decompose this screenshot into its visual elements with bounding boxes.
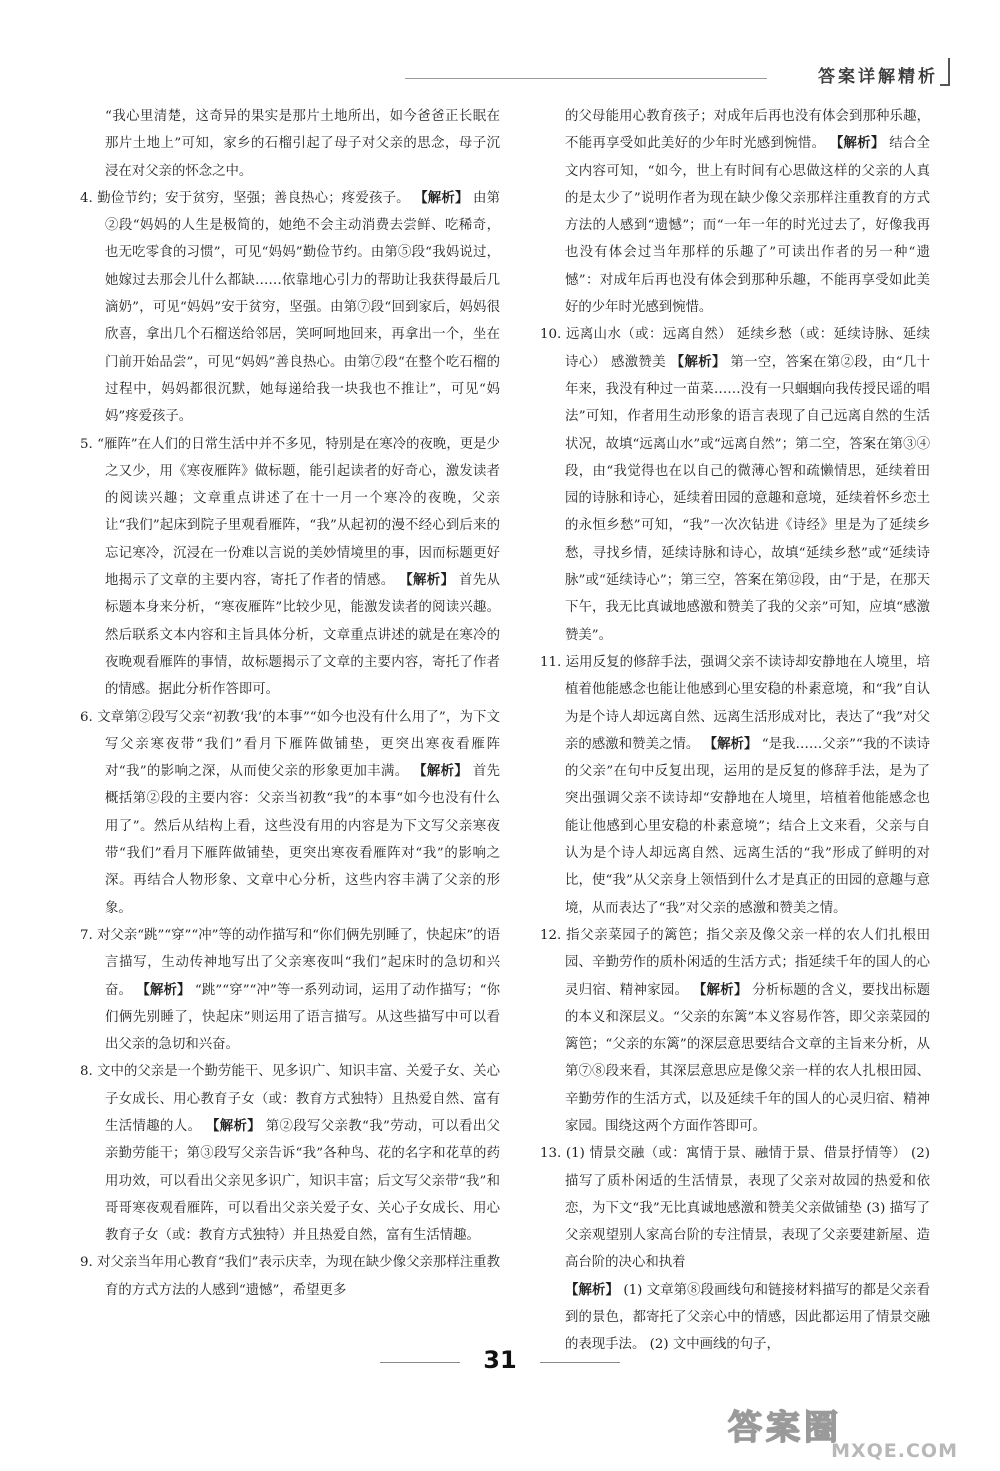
left-column [80,103,500,1304]
analysis-tag: 【解析】 [692,982,748,998]
watermark-url: MXQE.COM [831,1440,958,1462]
watermark-stamp: 答案圈 [728,1408,842,1448]
footer-rule-right [540,1362,620,1363]
answer-paragraph: 4. 勤俭节约；安于贫穷，坚强；善良热心；疼爱孩子。 【解析】 由第②段“妈妈的人生是极简的，她绝不会主动消费去尝鲜、吃稀奇，也无吃零食的习惯”，可见“妈妈”勤俭节约。由第⑤段“我妈说过，她嫁过去那会儿什么都缺……依靠地心引力的帮助让我获得最后几滴奶”，可见“妈妈”安于贫穷，坚强。由第⑦段“回到家后，妈妈很欣喜，拿出几个石榴送给邻居，笑呵呵地回来，再拿出一个，坐在门前开始品尝”，可见“妈妈”善良热心。由第⑦段“在整个吃石榴的过程中，妈妈都很沉默，她每递给我一块我也不推让”，可见“妈妈”疼爱孩子。 [80,190,500,425]
right-column [540,103,930,1359]
header-rule [405,78,767,79]
analysis-tag: 【解析】 [829,136,885,152]
answer-paragraph: 13. (1) 情景交融（或：寓情于景、融情于景、借景抒情等） (2) 描写了质朴闲适的生活情景，表现了父亲对故园的热爱和依恋，为下文“我”无比真诚地感激和赞美父亲做铺垫 (3) 描写了父亲观望别人家高台阶的专注情景，表现了父亲要建新屋、造高台阶的决心和执着 [540,1146,930,1271]
watermark-logo [728,1400,958,1462]
answer-paragraph: “我心里清楚，这奇异的果实是那片土地所出，如今爸爸正长眠在那片土地上”可知，家乡的石榴引起了母子对父亲的思念，母子沉浸在对父亲的怀念之中。 [105,109,500,179]
footer-rule-left [380,1362,460,1363]
analysis-tag: 【解析】 [414,190,469,206]
answer-paragraph: 7. 对父亲“跳”“穿”“冲”等的动作描写和“你们俩先别睡了，快起床”的语言描写，生动传神地写出了父亲寒夜叫“我们”起床时的急切和兴奋。 【解析】 “跳”“穿”“冲”等一系列动词，运用了动作描写；“你们俩先别睡了，快起床”则运用了语言描写。从这些描写中可以看出父亲的急切和兴奋。 [80,927,500,1053]
answer-paragraph: 5. “雁阵”在人们的日常生活中并不多见，特别是在寒冷的夜晚，更是少之又少，用《寒夜雁阵》做标题，能引起读者的好奇心，激发读者的阅读兴趣；文章重点讲述了在十一月一个寒冷的夜晚，父亲让“我们”起床到院子里观看雁阵，“我”从起初的漫不经心到后来的忘记寒冷，沉浸在一份难以言说的美妙情境里的事，因而标题更好地揭示了文章的主要内容，寄托了作者的情感。 【解析】 首先从标题本身来分析，“寒夜雁阵”比较少见，能激发读者的阅读兴趣。然后联系文本内容和主旨具体分析，文章重点讲述的就是在寒冷的夜晚观看雁阵的事情，故标题揭示了文章的主要内容，寄托了作者的情感。据此分析作答即可。 [80,436,500,698]
page-header [405,58,952,88]
analysis-tag: 【解析】 [399,573,455,589]
analysis-tag: 【解析】 [670,354,726,370]
answer-paragraph: 12. 指父亲菜园子的篱笆；指父亲及像父亲一样的农人们扎根田园、辛勤劳作的质朴闲适的生活方式；指延续千年的国人的心灵归宿、精神家园。 【解析】 分析标题的含义，要找出标题的本义和深层义。“父亲的东篱”本义容易作答，即父亲菜园的篱笆；“父亲的东篱”的深层意思要结合文章的主旨来分析，从第⑦⑧段来看，其深层意思应是像父亲一样的农人扎根田园、辛勤劳作的生活方式，以及延续千年的国人的心灵归宿、精神家园。围绕这两个方面作答即可。 [540,927,930,1134]
analysis-tag: 【解析】 [413,764,469,780]
analysis-tag: 【解析】 [565,1282,619,1298]
answer-paragraph: 9. 对父亲当年用心教育“我们”表示庆幸，为现在缺少像父亲那样注重教育的方式方法的人感到“遗憾”，希望更多 [80,1255,500,1298]
answer-paragraph: 10. 远离山水（或：远离自然） 延续乡愁（或：延续诗脉、延续诗心） 感激赞美 【解析】 第一空，答案在第②段，由“几十年来，我没有种过一苗菜……没有一只蝈蝈向我传授民谣的唱法”可知，作者用生动形象的语言表现了自己远离自然的生活状况，故填“远离山水”或“远离自然”；第二空，答案在第③④段，由“我觉得也在以自己的微薄心智和疏懒情思，延续着田园的诗脉和诗心，延续着田园的意趣和意境，延续着怀乡恋土的永恒乡愁”可知，“我”一次次钻进《诗经》里是为了延续乡愁，寻找乡情，延续诗脉和诗心，故填“延续乡愁”或“延续诗脉”或“延续诗心”；第三空，答案在第⑫段，由“于是，在那天下午，我无比真诚地感激和赞美了我的父亲”可知，应填“感激赞美”。 [540,327,931,643]
analysis-tag: 【解析】 [206,1118,262,1134]
answer-paragraph: 的父母能用心教育孩子；对成年后再也没有体会到那种乐趣，不能再享受如此美好的少年时光感到惋惜。 【解析】 结合全文内容可知，“如今，世上有时间有心思做这样的父亲的人真的是太少了”说明作者为现在缺少像父亲那样注重教育的方式方法的人感到“遗憾”；而“一年一年的时光过去了，好像我再也没有体会过当年那样的乐趣了”可读出作者的另一种“遗憾”：对成年后再也没有体会到那种乐趣，不能再享受如此美好的少年时光感到惋惜。 [565,109,930,316]
header-title: 答案详解精析 [818,67,938,87]
header-bracket [940,58,950,86]
answer-paragraph: 6. 文章第②段写父亲“初教‘我’的本事”“如今也没有什么用了”，为下文写父亲寒夜带“我们”看月下雁阵做铺垫，更突出寒夜看雁阵对“我”的影响之深，从而使父亲的形象更加丰满。 【解析】 首先概括第②段的主要内容：父亲当初教“我”的本事“如今也没有什么用了”。然后从结构上看，这些没有用的内容是为下文写父亲寒夜带“我们”看月下雁阵做铺垫，更突出寒夜看雁阵对“我”的影响之深。再结合人物形象、文章中心分析，这些内容丰满了父亲的形象。 [80,709,500,916]
answer-paragraph: 【解析】 (1) 文章第⑧段画线句和链接材料描写的都是父亲看到的景色，都寄托了父亲心中的情感，因此都运用了情景交融的表现手法。 (2) 文中画线的句子， [565,1282,931,1353]
page-footer [0,1342,1000,1382]
answer-paragraph: 11. 运用反复的修辞手法，强调父亲不读诗却安静地在人境里，培植着他能感念也能让他感到心里安稳的朴素意境，和“我”自认为是个诗人却远离自然、远离生活形成对比，表达了“我”对父亲的感激和赞美之情。 【解析】 “是我……父亲”“我的不读诗的父亲”在句中反复出现，运用的是反复的修辞手法，是为了突出强调父亲不读诗却“安静地在人境里，培植着他能感念也能让他感到心里安稳的朴素意境”；结合上文来看，父亲与自认为是个诗人却远离自然、远离生活的“我”形成了鲜明的对比，使“我”从父亲身上领悟到什么才是真正的田园的意趣与意境，从而表达了“我”对父亲的感激和赞美之情。 [540,654,931,916]
answer-paragraph: 8. 文中的父亲是一个勤劳能干、见多识广、知识丰富、关爱子女、关心子女成长、用心教育子女（或：教育方式独特）且热爱自然、富有生活情趣的人。 【解析】 第②段写父亲教“我”劳动，可以看出父亲勤劳能干；第③段写父亲告诉“我”各种鸟、花的名字和花草的药用功效，可以看出父亲见多识广，知识丰富；后文写父亲带“我”和哥哥寒夜观看雁阵，可以看出父亲关爱子女、关心子女成长、用心教育子女（或：教育方式独特）并且热爱自然，富有生活情趣。 [80,1064,500,1244]
page-number: 31 [483,1346,517,1374]
analysis-tag: 【解析】 [703,736,758,752]
analysis-tag: 【解析】 [136,982,191,998]
